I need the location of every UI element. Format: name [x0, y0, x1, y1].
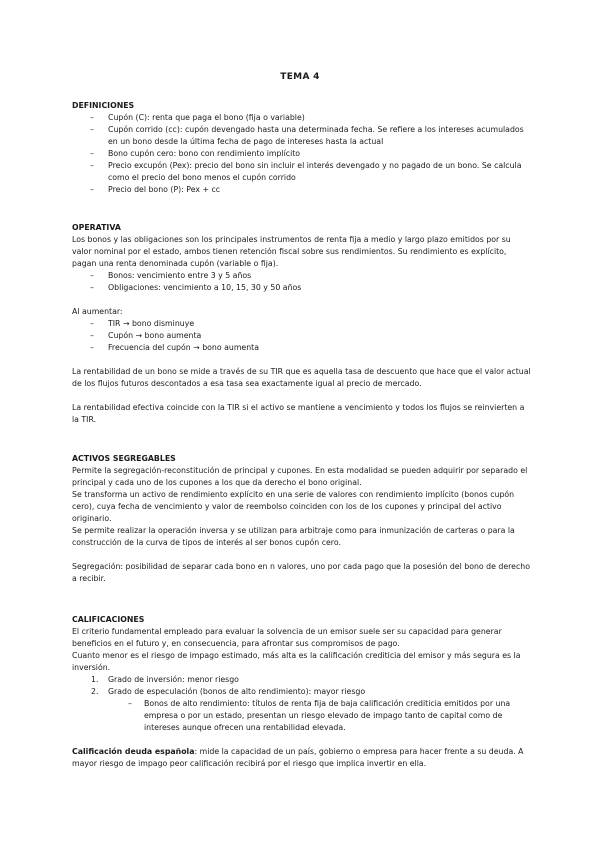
- operativa-list: [72, 270, 532, 294]
- paragraph: La rentabilidad de un bono se mide a través de su TIR que es aquella tasa de descuento que hace que el valor actual de los flujos futuros descontados a esa tasa sea exactamente igual al precio de mercado.: [72, 367, 531, 388]
- paragraph: El criterio fundamental empleado para evaluar la solvencia de un emisor suele ser su capacidad para generar beneficios en el futuro y, en consecuencia, para afrontar sus compromisos de pago.: [72, 627, 502, 648]
- list-text: Grado de inversión: menor riesgo: [108, 675, 239, 684]
- paragraph: Al aumentar:: [72, 307, 123, 316]
- list-item: – Bono cupón cero: bono con rendimiento implícito: [72, 148, 532, 160]
- section-definiciones: [72, 100, 532, 196]
- paragraph: La rentabilidad efectiva coincide con la TIR si el activo se mantiene a vencimiento y todos los flujos se reinvierten a la TIR.: [72, 403, 525, 424]
- paragraph-text: : mide la capacidad de un país, gobierno o empresa para hacer frente a su deuda. A mayor riesgo de impago peor calificación recibirá por el riesgo que implica invertir en ella.: [72, 747, 524, 768]
- list-item: – Precio del bono (P): Pex + cc: [72, 184, 532, 196]
- list-item: [72, 674, 532, 686]
- section-heading: ACTIVOS SEGREGABLES: [72, 454, 176, 463]
- list-item: – Cupón (C): renta que paga el bono (fija o variable): [72, 112, 532, 124]
- calificaciones-list: [72, 674, 532, 698]
- page-title: TEMA 4: [280, 72, 320, 82]
- list-text: Grado de especulación (bonos de alto rendimiento): mayor riesgo: [108, 687, 366, 696]
- list-item: – Bonos de alto rendimiento: títulos de renta fija de baja calificación crediticia emitidos por una empresa o por un estado, presentan un riesgo elevado de impago tanto de capital como de intereses aunque ofrecen una rentabilidad elevada.: [72, 698, 532, 734]
- section-segregables: [72, 453, 532, 585]
- sub-list: [72, 698, 532, 734]
- paragraph: Los bonos y las obligaciones son los principales instrumentos de renta fija a medio y largo plazo emitidos por su valor nominal por el estado, ambos tienen retención fiscal sobre sus rendimientos. Su rendimiento es explícito, pagan una renta denominada cupón (variable o fija).: [72, 235, 511, 268]
- paragraph: Permite la segregación-reconstitución de principal y cupones. En esta modalidad se pueden adquirir por separado el principal y cada uno de los cupones a los que da derecho el bono original.: [72, 466, 528, 487]
- list-item: – Cupón → bono aumenta: [72, 330, 532, 342]
- list-item: – Precio excupón (Pex): precio del bono sin incluir el interés devengado y no pagado de un bono. Se calcula como el precio del bono menos el cupón corrido: [72, 160, 532, 184]
- section-calificaciones: [72, 614, 532, 770]
- list-item: – Cupón corrido (cc): cupón devengado hasta una determinada fecha. Se refiere a los intereses acumulados en un bono desde la última fecha de pago de intereses hasta la actual: [72, 124, 532, 148]
- paragraph: [72, 746, 532, 770]
- list-item: – Bonos: vencimiento entre 3 y 5 años: [72, 270, 532, 282]
- section-heading: CALIFICACIONES: [72, 615, 145, 624]
- section-heading: OPERATIVA: [72, 223, 121, 232]
- definiciones-list: [72, 112, 532, 196]
- list-number: 1.: [91, 675, 99, 684]
- paragraph: Segregación: posibilidad de separar cada bono en n valores, uno por cada pago que la posesión del bono de derecho a recibir.: [72, 562, 530, 583]
- list-item: [72, 686, 532, 698]
- paragraph: Se permite realizar la operación inversa y se utilizan para arbitraje como para inmunización de carteras o para la construcción de la curva de tipos de interés al ser bonos cupón cero.: [72, 526, 515, 547]
- section-operativa: [72, 222, 532, 426]
- list-item: – Frecuencia del cupón → bono aumenta: [72, 342, 532, 354]
- bold-term: Calificación deuda española: [72, 747, 195, 756]
- paragraph: Cuanto menor es el riesgo de impago estimado, más alta es la calificación crediticia del emisor y más segura es la inversión.: [72, 651, 521, 672]
- list-item: – Obligaciones: vencimiento a 10, 15, 30 y 50 años: [72, 282, 532, 294]
- aumentar-list: [72, 318, 532, 354]
- paragraph: Se transforma un activo de rendimiento explícito en una serie de valores con rendimiento implícito (bonos cupón cero), cuya fecha de vencimiento y valor de reembolso coinciden con los de los cupones y principal del activo originario.: [72, 490, 515, 523]
- list-item: – TIR → bono disminuye: [72, 318, 532, 330]
- list-number: 2.: [91, 687, 99, 696]
- section-heading: DEFINICIONES: [72, 101, 135, 110]
